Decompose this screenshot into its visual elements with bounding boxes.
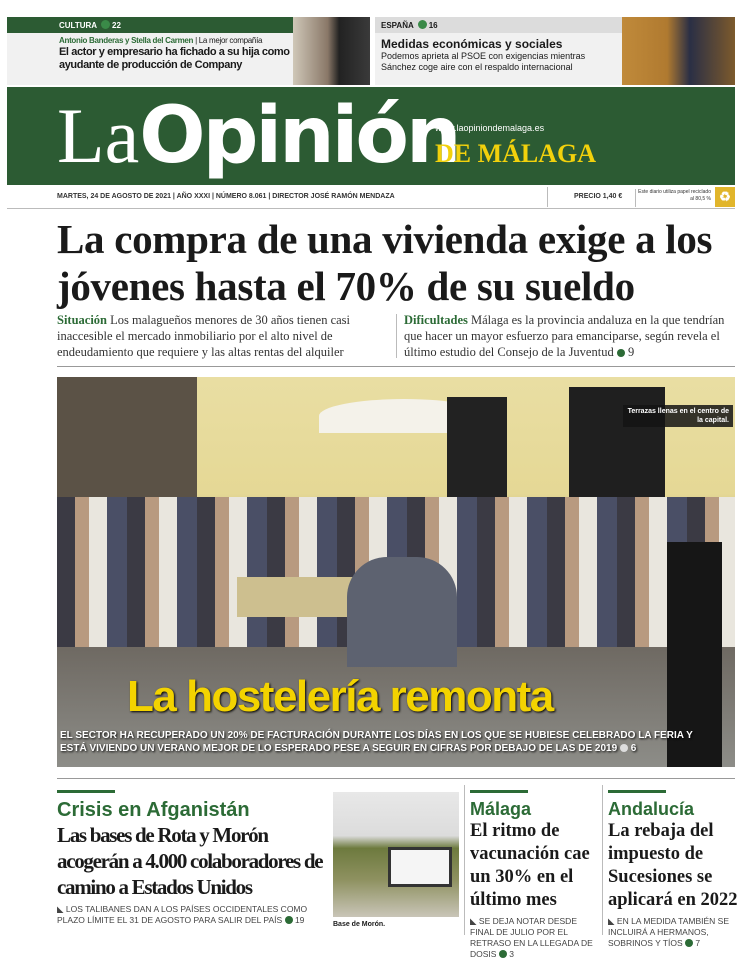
story-afganistan[interactable] [57,790,327,926]
lead-sub-dificultades: Dificultades Málaga es la provincia andaluza en la que tendrían que hacer un mayor esfuerzo para emanciparse, según revela el último estudio del Consejo de la Juventud 9 [404,313,725,359]
teaser-headline: El actor y empresario ha fichado a su hija como ayudante de producción de Company [59,46,290,71]
recycle-note: Este diario utiliza papel reciclado al 80,5 % [635,189,711,207]
section-tag: CULTURA 22 [7,17,293,33]
divider [602,785,603,935]
page-icon [685,939,693,947]
story-kicker: Málaga [470,799,532,819]
teaser-headline: Medidas económicas y sociales [381,37,563,51]
dateline [7,187,735,209]
kicker-bar [470,790,528,793]
photo-building-left [57,377,197,507]
website-url[interactable]: www.laopiniondemalaga.es [435,123,545,133]
hosteleria-photo[interactable] [57,377,735,767]
teaser-kicker: Antonio Banderas y Stella del Carmen [59,36,194,45]
price: PRECIO 1,40 € [547,187,622,207]
teaser-photo [622,17,735,85]
story-andalucia[interactable] [608,790,740,949]
story-headline: La rebaja del impuesto de Sucesiones se aplicará en 2022 [608,821,738,910]
teaser-cultura[interactable]: CULTURA 22 Antonio Banderas y Stella del Carmen | La mejor compañía El actor y empresario ha fichado a su hija como ayudante de producción de Company [7,17,370,85]
photo-subhead: EL SECTOR HA RECUPERADO UN 20% DE FACTURACIÓN DURANTE LOS DÍAS EN LOS QUE SE HUBIESE CELEBRADO LA FERIA Y ESTÁ VIVIENDO UN VERANO MEJOR DE LO ESPERADO PESE A SEGUIR EN CIFRAS POR DEBAJO DE LAS DE 2019 6 [60,730,693,754]
page-icon [101,20,110,29]
kicker-bar [57,790,115,793]
story-summary: ◣ SE DEJA NOTAR DESDE FINAL DE JULIO POR EL RETRASO EN LA LLEGADA DE DOSIS 3 [470,916,593,959]
story-kicker: Crisis en Afganistán [57,799,250,821]
kicker-bar [608,790,666,793]
masthead [7,87,735,185]
page-icon [620,744,628,752]
date-text: MARTES, 24 DE AGOSTO DE 2021 | AÑO XXXI | NÚMERO 8.061 | DIRECTOR [57,193,309,200]
photo-door [447,397,507,507]
divider [464,785,465,935]
page-icon [285,916,293,924]
page-icon [499,950,507,958]
teaser-body: Podemos aprieta al PSOE con exigencias mientras Sánchez coge aire con el respaldo internacional [381,51,586,72]
story-summary: ◣ LOS TALIBANES DAN A LOS PAÍSES OCCIDENTALES COMO PLAZO LÍMITE EL 31 DE AGOSTO PARA SALIR DEL PAÍS 19 [57,904,308,925]
photo-sign [388,847,452,887]
story-summary: ◣ EN LA MEDIDA TAMBIÉN SE INCLUIRÁ A HERMANOS, SOBRINOS Y TÍOS 7 [608,916,730,948]
teaser-photo [293,17,370,85]
story-kicker: Andalucía [608,799,695,819]
moron-photo [333,792,459,917]
story-malaga[interactable] [470,790,598,960]
photo-table [237,577,357,617]
story-headline: Las bases de Rota y Morón acogerán a 4.000 colaboradores de camino a Estados Unidos [57,823,323,899]
lead-sub-situacion: Situación Los malagueños menores de 30 años tienen casi inaccesible el mercado inmobiliario por el alto nivel de endeudamiento que requiere y las altas rentas del alquiler [57,313,351,359]
divider [396,314,397,358]
recycle-icon: ♻ [715,187,735,207]
photo-headline[interactable]: La hostelería remonta [127,672,553,721]
section-tag: ESPAÑA 16 [375,17,622,33]
teaser-espana[interactable] [375,17,735,85]
lead-headline[interactable]: La compra de una vivienda exige a los jóvenes hasta el 70% de su sueldo [57,216,713,309]
story-headline: El ritmo de vacunación cae un 30% en el último mes [470,821,590,910]
page-icon [418,20,427,29]
logo[interactable]: LaOpinión [57,91,459,181]
divider [57,778,735,779]
teaser-kicker-tail: La mejor compañía [198,36,263,45]
page-icon [617,349,625,357]
photo-person [347,557,457,667]
photo-caption: Base de Morón. [333,921,386,928]
masthead-subtitle: DE MÁLAGA [435,139,597,168]
director: JOSÉ RAMÓN MENDAZA [310,193,395,200]
divider [57,366,735,367]
photo-caption: Terrazas llenas en el centro de la capital. [623,405,733,427]
